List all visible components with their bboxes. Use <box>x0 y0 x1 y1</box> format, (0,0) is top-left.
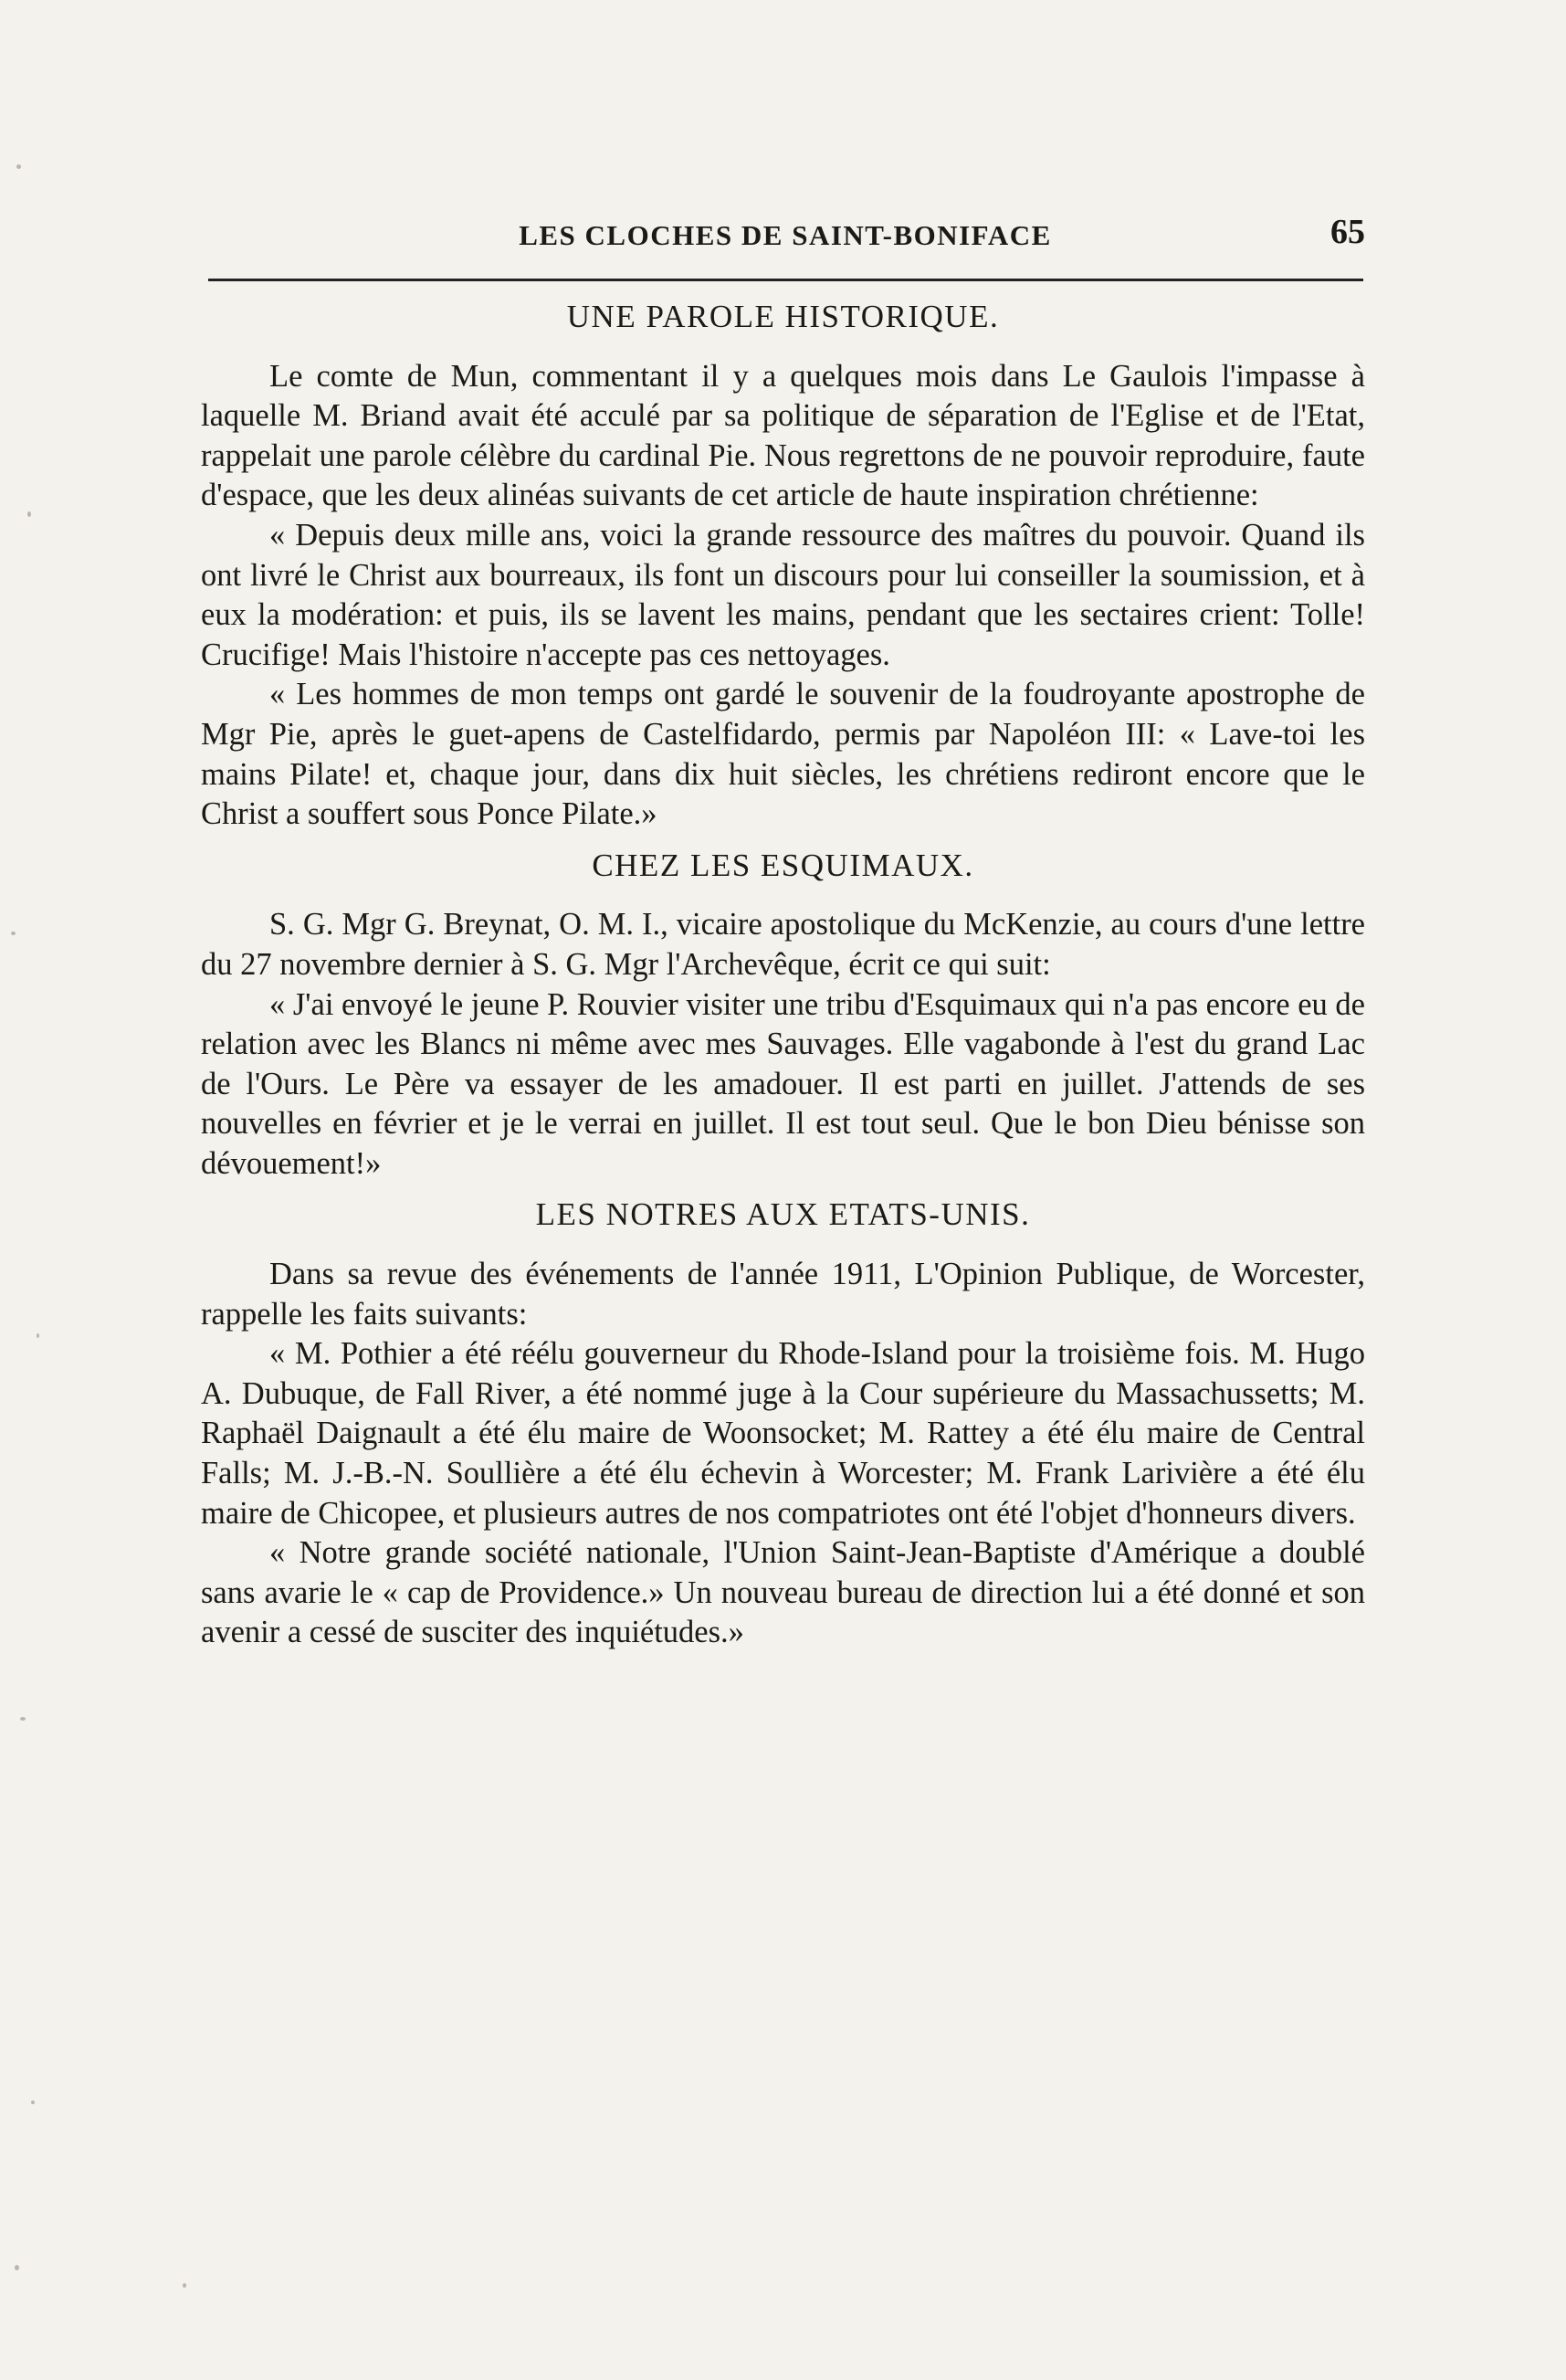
scan-speck <box>183 2283 186 2288</box>
article-body <box>201 297 1365 1653</box>
scan-speck <box>31 2101 35 2104</box>
running-title: LES CLOCHES DE SAINT-BONIFACE <box>519 219 1052 251</box>
section-title-esquimaux: CHEZ LES ESQUIMAUX. <box>592 847 974 883</box>
paragraph: « Les hommes de mon temps ont gardé le souvenir de la foudroyante apostrophe de Mgr Pie, après le guet-apens de Castelfidardo, permis par Napoléon III: « Lave-toi les mains Pilate! et, chaque jour, dans dix huit siècles, les chrétiens rediront encore que le Christ a souffert sous Ponce Pilate.» <box>201 677 1365 832</box>
paragraph: « J'ai envoyé le jeune P. Rouvier visiter une tribu d'Esquimaux qui n'a pas encore eu de relation avec les Blancs ni même avec mes Sauvages. Elle vagabonde à l'est du grand Lac de l'Ours. Le Père va essayer de les amadouer. Il est parti en juillet. J'attends de ses nouvelles en février et je le verrai en juillet. Il est tout seul. Que le bon Dieu bénisse son dévouement!» <box>201 986 1365 1181</box>
scan-speck <box>20 1717 26 1721</box>
paragraph: Dans sa revue des événements de l'année 1911, L'Opinion Publique, de Worcester, rappelle les faits suivants: <box>201 1257 1365 1332</box>
page-number: 65 <box>1330 213 1365 251</box>
paragraph: « M. Pothier a été réélu gouverneur du Rhode-Island pour la troisième fois. M. Hugo A. Dubuque, de Fall River, a été nommé juge à la Cour supérieure du Massachussetts; M. Raphaël Daignault a été élu maire de Woonsocket; M. Rattey a été élu maire de Central Falls; M. J.-B.-N. Soullière a été élu échevin à Worcester; M. Frank Larivière a été élu maire de Chicopee, et plusieurs autres de nos compatriotes ont été l'objet d'honneurs divers. <box>201 1336 1365 1531</box>
paragraph: S. G. Mgr G. Breynat, O. M. I., vicaire apostolique du McKenzie, au cours d'une lettre du 27 novembre dernier à S. G. Mgr l'Archevêque, écrit ce qui suit: <box>201 907 1365 982</box>
scan-speck <box>15 2265 19 2270</box>
section-title-parole-historique: UNE PAROLE HISTORIQUE. <box>566 299 1000 334</box>
header-rule <box>208 279 1363 281</box>
scan-speck <box>16 164 21 169</box>
scan-speck <box>27 511 31 517</box>
running-head <box>205 212 1365 267</box>
paragraph: « Notre grande société nationale, l'Union Saint-Jean-Baptiste d'Amérique a doublé sans avarie le « cap de Providence.» Un nouveau bureau de direction lui a été donné et son avenir a cessé de susciter des inquiétudes.» <box>201 1535 1365 1650</box>
scan-speck <box>11 932 16 935</box>
paragraph: « Depuis deux mille ans, voici la grande ressource des maîtres du pouvoir. Quand ils ont livré le Christ aux bourreaux, ils font un discours pour lui conseiller la soumission, et à eux la modération: et puis, ils se lavent les mains, pendant que les sectaires crient: Tolle! Crucifige! Mais l'histoire n'accepte pas ces nettoyages. <box>201 517 1365 672</box>
paragraph: Le comte de Mun, commentant il y a quelques mois dans Le Gaulois l'impasse à laquelle M. Briand avait été acculé par sa politique de séparation de l'Eglise et de l'Etat, rappelait une parole célèbre du cardinal Pie. Nous regrettons de ne pouvoir reproduire, faute d'espace, que les deux alinéas suivants de cet article de haute inspiration chrétienne: <box>201 358 1365 513</box>
section-title-etats-unis: LES NOTRES AUX ETATS-UNIS. <box>535 1196 1031 1233</box>
scan-speck <box>37 1333 39 1338</box>
